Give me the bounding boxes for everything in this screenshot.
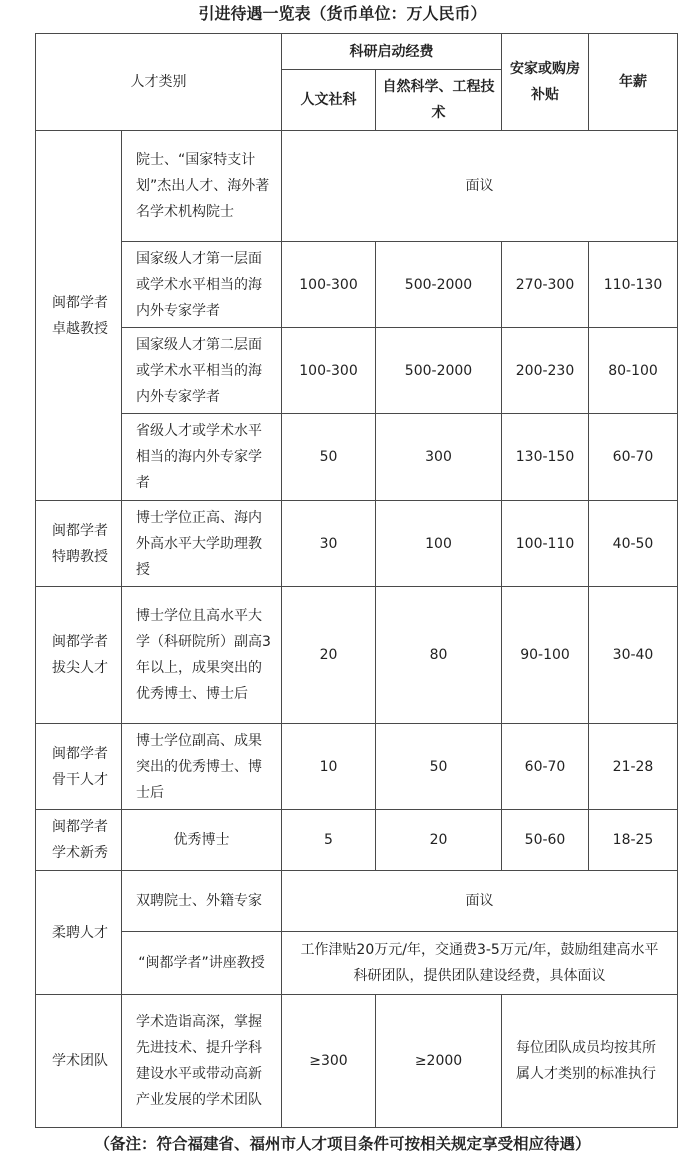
row-desc: 省级人才或学术水平相当的海内外专家学者 xyxy=(122,414,282,501)
natural-value: 80 xyxy=(376,587,502,724)
footnote: （备注：符合福建省、福州市人才项目条件可按相关规定享受相应待遇） xyxy=(94,1135,591,1153)
humanities-value: 100-300 xyxy=(282,328,376,414)
row-desc: 博士学位副高、成果突出的优秀博士、博士后 xyxy=(122,724,282,810)
header-salary: 年薪 xyxy=(589,34,678,131)
natural-value: ≥2000 xyxy=(376,995,502,1128)
humanities-value: 30 xyxy=(282,501,376,587)
table-row xyxy=(36,724,678,810)
header-housing: 安家或购房补贴 xyxy=(502,34,589,131)
table-row xyxy=(36,501,678,587)
row-desc: 优秀博士 xyxy=(122,810,282,871)
group-name: 闽都学者卓越教授 xyxy=(36,131,122,501)
header-humanities: 人文社科 xyxy=(282,70,376,131)
row-desc: 院士、“国家特支计划”杰出人才、海外著名学术机构院士 xyxy=(122,131,282,242)
table-row xyxy=(36,328,678,414)
salary-value: 21-28 xyxy=(589,724,678,810)
housing-value: 270-300 xyxy=(502,242,589,328)
salary-value: 110-130 xyxy=(589,242,678,328)
table-row xyxy=(36,242,678,328)
benefits-table xyxy=(35,33,678,1128)
group-name: 闽都学者骨干人才 xyxy=(36,724,122,810)
housing-value: 200-230 xyxy=(502,328,589,414)
housing-value: 50-60 xyxy=(502,810,589,871)
table-row xyxy=(36,871,678,932)
merged-cell: 面议 xyxy=(282,871,678,932)
natural-value: 300 xyxy=(376,414,502,501)
group-name: 柔聘人才 xyxy=(36,871,122,995)
row-desc: 博士学位正高、海内外高水平大学助理教授 xyxy=(122,501,282,587)
natural-value: 20 xyxy=(376,810,502,871)
row-desc: 双聘院士、外籍专家 xyxy=(122,871,282,932)
row-desc: 国家级人才第二层面或学术水平相当的海内外专家学者 xyxy=(122,328,282,414)
table-row xyxy=(36,995,678,1128)
table-row xyxy=(36,131,678,242)
group-name: 闽都学者拔尖人才 xyxy=(36,587,122,724)
natural-value: 500-2000 xyxy=(376,328,502,414)
salary-value: 40-50 xyxy=(589,501,678,587)
humanities-value: 20 xyxy=(282,587,376,724)
salary-value: 30-40 xyxy=(589,587,678,724)
table-row xyxy=(36,810,678,871)
housing-value: 90-100 xyxy=(502,587,589,724)
housing-value: 60-70 xyxy=(502,724,589,810)
humanities-value: 10 xyxy=(282,724,376,810)
row-desc: 学术造诣高深，掌握先进技术、提升学科建设水平或带动高新产业发展的学术团队 xyxy=(122,995,282,1128)
humanities-value: 50 xyxy=(282,414,376,501)
group-name: 闽都学者特聘教授 xyxy=(36,501,122,587)
salary-value: 60-70 xyxy=(589,414,678,501)
natural-value: 100 xyxy=(376,501,502,587)
header-talent-type: 人才类别 xyxy=(36,34,282,131)
row-desc: 国家级人才第一层面或学术水平相当的海内外专家学者 xyxy=(122,242,282,328)
table-row xyxy=(36,587,678,724)
header-row-1 xyxy=(36,34,678,70)
page-title: 引进待遇一览表（货币单位：万人民币） xyxy=(198,4,487,23)
natural-value: 500-2000 xyxy=(376,242,502,328)
row-desc: “闽都学者”讲座教授 xyxy=(122,932,282,995)
header-natural-sciences: 自然科学、工程技术 xyxy=(376,70,502,131)
housing-value: 130-150 xyxy=(502,414,589,501)
merged-cell: 面议 xyxy=(282,131,678,242)
merged-cell: 工作津贴20万元/年，交通费3-5万元/年，鼓励组建高水平科研团队，提供团队建设经费，具体面议 xyxy=(282,932,678,995)
housing-value: 100-110 xyxy=(502,501,589,587)
group-name: 学术团队 xyxy=(36,995,122,1128)
table-row xyxy=(36,414,678,501)
salary-value: 80-100 xyxy=(589,328,678,414)
table-row xyxy=(36,932,678,995)
natural-value: 50 xyxy=(376,724,502,810)
row-desc: 博士学位且高水平大学（科研院所）副高3年以上，成果突出的优秀博士、博士后 xyxy=(122,587,282,724)
header-research-funding: 科研启动经费 xyxy=(282,34,502,70)
salary-value: 18-25 xyxy=(589,810,678,871)
humanities-value: ≥300 xyxy=(282,995,376,1128)
humanities-value: 100-300 xyxy=(282,242,376,328)
housing-salary-merged: 每位团队成员均按其所属人才类别的标准执行 xyxy=(502,995,678,1128)
humanities-value: 5 xyxy=(282,810,376,871)
group-name: 闽都学者学术新秀 xyxy=(36,810,122,871)
